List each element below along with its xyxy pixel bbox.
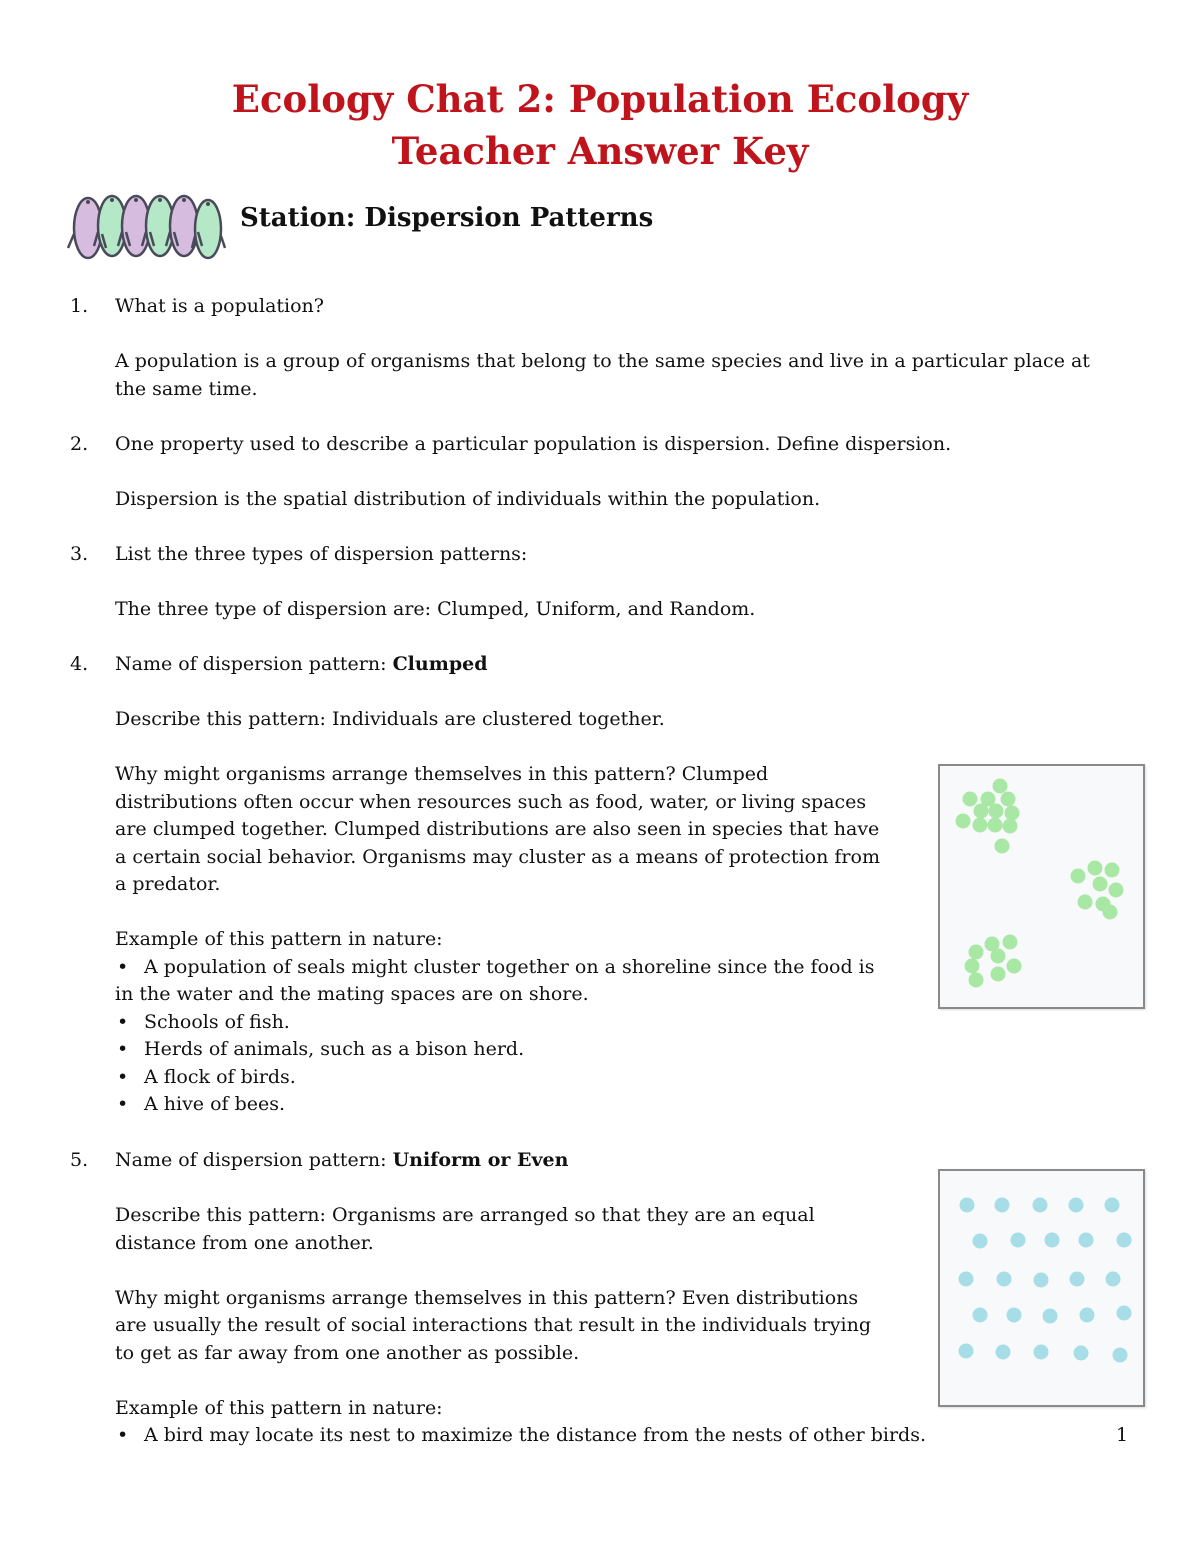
- q1-answer-line2: the same time.: [115, 378, 258, 400]
- organism-dot: [1109, 883, 1124, 898]
- organism-dot: [1105, 1198, 1120, 1213]
- organism-dot: [1045, 1233, 1060, 1248]
- organism-dot: [1007, 959, 1022, 974]
- organism-dot: [1117, 1306, 1132, 1321]
- q4-name-value: Clumped: [392, 653, 488, 675]
- q4-bullet-continuation: in the water and the mating spaces are on shore.: [115, 983, 589, 1005]
- organism-dot: [1106, 1272, 1121, 1287]
- organism-dot: [965, 959, 980, 974]
- page-number: 1: [1116, 1424, 1129, 1446]
- q3-answer: The three type of dispersion are: Clumped, Uniform, and Random.: [115, 598, 756, 620]
- organism-dot: [995, 839, 1010, 854]
- q4-why-line: Why might organisms arrange themselves in this pattern? Clumped: [115, 763, 769, 785]
- organism-dot: [1005, 806, 1020, 821]
- organism-dot: [959, 1344, 974, 1359]
- organism-dot: [1074, 1346, 1089, 1361]
- station-heading: Station: Dispersion Patterns: [240, 203, 654, 233]
- organism-dot: [959, 1272, 974, 1287]
- organism-dot: [1070, 1272, 1085, 1287]
- q1-question: What is a population?: [115, 295, 324, 317]
- q4-why-line: are clumped together. Clumped distributions are also seen in species that have: [115, 818, 880, 840]
- q5-why-line: Why might organisms arrange themselves in this pattern? Even distributions: [115, 1287, 859, 1309]
- organism-dot: [988, 818, 1003, 833]
- organism-dot: [991, 967, 1006, 982]
- q4-name-label: Name of dispersion pattern:: [115, 653, 393, 675]
- q5-describe-line: distance from one another.: [115, 1232, 374, 1254]
- q4-bullet-item: [115, 1090, 285, 1118]
- q4-name: [115, 650, 487, 678]
- organism-dot: [1088, 861, 1103, 876]
- organism-dot: [1093, 877, 1108, 892]
- uniform-pattern-figure: [938, 1169, 1145, 1407]
- page-subtitle: Teacher Answer Key: [391, 129, 809, 173]
- q4-bullet-text: A hive of bees.: [144, 1093, 286, 1115]
- q5-name-label: Name of dispersion pattern:: [115, 1149, 393, 1171]
- q4-number: 4.: [70, 653, 89, 675]
- q4-why-line: a certain social behavior. Organisms may cluster as a means of protection from: [115, 846, 880, 868]
- organism-dot: [963, 792, 978, 807]
- organism-dot: [1069, 1198, 1084, 1213]
- q1-number: 1.: [70, 295, 89, 317]
- organism-dot: [1043, 1309, 1058, 1324]
- q3-number: 3.: [70, 543, 89, 565]
- q4-bullet-text: A population of seals might cluster together on a shoreline since the food is: [144, 956, 875, 978]
- organism-dot: [1034, 1345, 1049, 1360]
- organism-dot: [1007, 1308, 1022, 1323]
- organism-dot: [1079, 1233, 1094, 1248]
- q4-why-line: a predator.: [115, 873, 221, 895]
- q4-example-label: Example of this pattern in nature:: [115, 928, 443, 950]
- penguins-illustration: [66, 182, 226, 264]
- q4-describe: Describe this pattern: Individuals are clustered together.: [115, 708, 665, 730]
- q4-bullet-item: [115, 1063, 296, 1091]
- q5-why-line: are usually the result of social interactions that result in the individuals trying: [115, 1314, 872, 1336]
- q2-number: 2.: [70, 433, 89, 455]
- organism-dot: [973, 1308, 988, 1323]
- q5-name: [115, 1146, 568, 1174]
- q4-bullet-text: A flock of birds.: [144, 1066, 296, 1088]
- organism-dot: [956, 814, 971, 829]
- q4-why-line: distributions often occur when resources such as food, water, or living spaces: [115, 791, 867, 813]
- organism-dot: [997, 1272, 1012, 1287]
- organism-dot: [1103, 905, 1118, 920]
- organism-dot: [960, 1198, 975, 1213]
- q2-answer: Dispersion is the spatial distribution of individuals within the population.: [115, 488, 821, 510]
- q5-bullet-item: [115, 1421, 926, 1449]
- organism-dot: [1071, 869, 1086, 884]
- organism-dot: [969, 973, 984, 988]
- organism-dot: [1113, 1348, 1128, 1363]
- q2-question: One property used to describe a particular population is dispersion. Define dispersion.: [115, 433, 952, 455]
- organism-dot: [974, 804, 989, 819]
- q5-why-line: to get as far away from one another as possible.: [115, 1342, 580, 1364]
- q5-number: 5.: [70, 1149, 89, 1171]
- organism-dot: [993, 779, 1008, 794]
- organism-dot: [991, 949, 1006, 964]
- q1-answer-line1: A population is a group of organisms that belong to the same species and live in a particular place at: [115, 350, 1090, 372]
- q4-bullet-text: Herds of animals, such as a bison herd.: [144, 1038, 525, 1060]
- q4-bullet-item: [115, 953, 874, 981]
- organism-dot: [1080, 1308, 1095, 1323]
- clumped-pattern-figure: [938, 764, 1145, 1009]
- organism-dot: [1011, 1233, 1026, 1248]
- organism-dot: [1034, 1273, 1049, 1288]
- q3-question: List the three types of dispersion patterns:: [115, 543, 528, 565]
- organism-dot: [1033, 1198, 1048, 1213]
- organism-dot: [1105, 863, 1120, 878]
- q5-describe-line: Describe this pattern: Organisms are arranged so that they are an equal: [115, 1204, 815, 1226]
- q4-bullet-item: [115, 1008, 290, 1036]
- organism-dot: [1003, 819, 1018, 834]
- organism-dot: [996, 1345, 1011, 1360]
- q5-bullet-text: A bird may locate its nest to maximize the distance from the nests of other birds.: [144, 1424, 927, 1446]
- organism-dot: [989, 804, 1004, 819]
- q5-example-label: Example of this pattern in nature:: [115, 1397, 443, 1419]
- organism-dot: [969, 945, 984, 960]
- organism-dot: [973, 1234, 988, 1249]
- organism-dot: [1078, 895, 1093, 910]
- organism-dot: [1003, 935, 1018, 950]
- q4-bullet-item: [115, 1035, 524, 1063]
- organism-dot: [995, 1198, 1010, 1213]
- uniform-dots-illustration: [940, 1171, 1143, 1405]
- clumped-dots-illustration: [940, 766, 1143, 1007]
- q5-name-value: Uniform or Even: [392, 1149, 569, 1171]
- page-title: Ecology Chat 2: Population Ecology: [231, 77, 969, 121]
- organism-dot: [1117, 1233, 1132, 1248]
- organism-dot: [1001, 792, 1016, 807]
- q4-bullet-text: Schools of fish.: [144, 1011, 290, 1033]
- organism-dot: [973, 818, 988, 833]
